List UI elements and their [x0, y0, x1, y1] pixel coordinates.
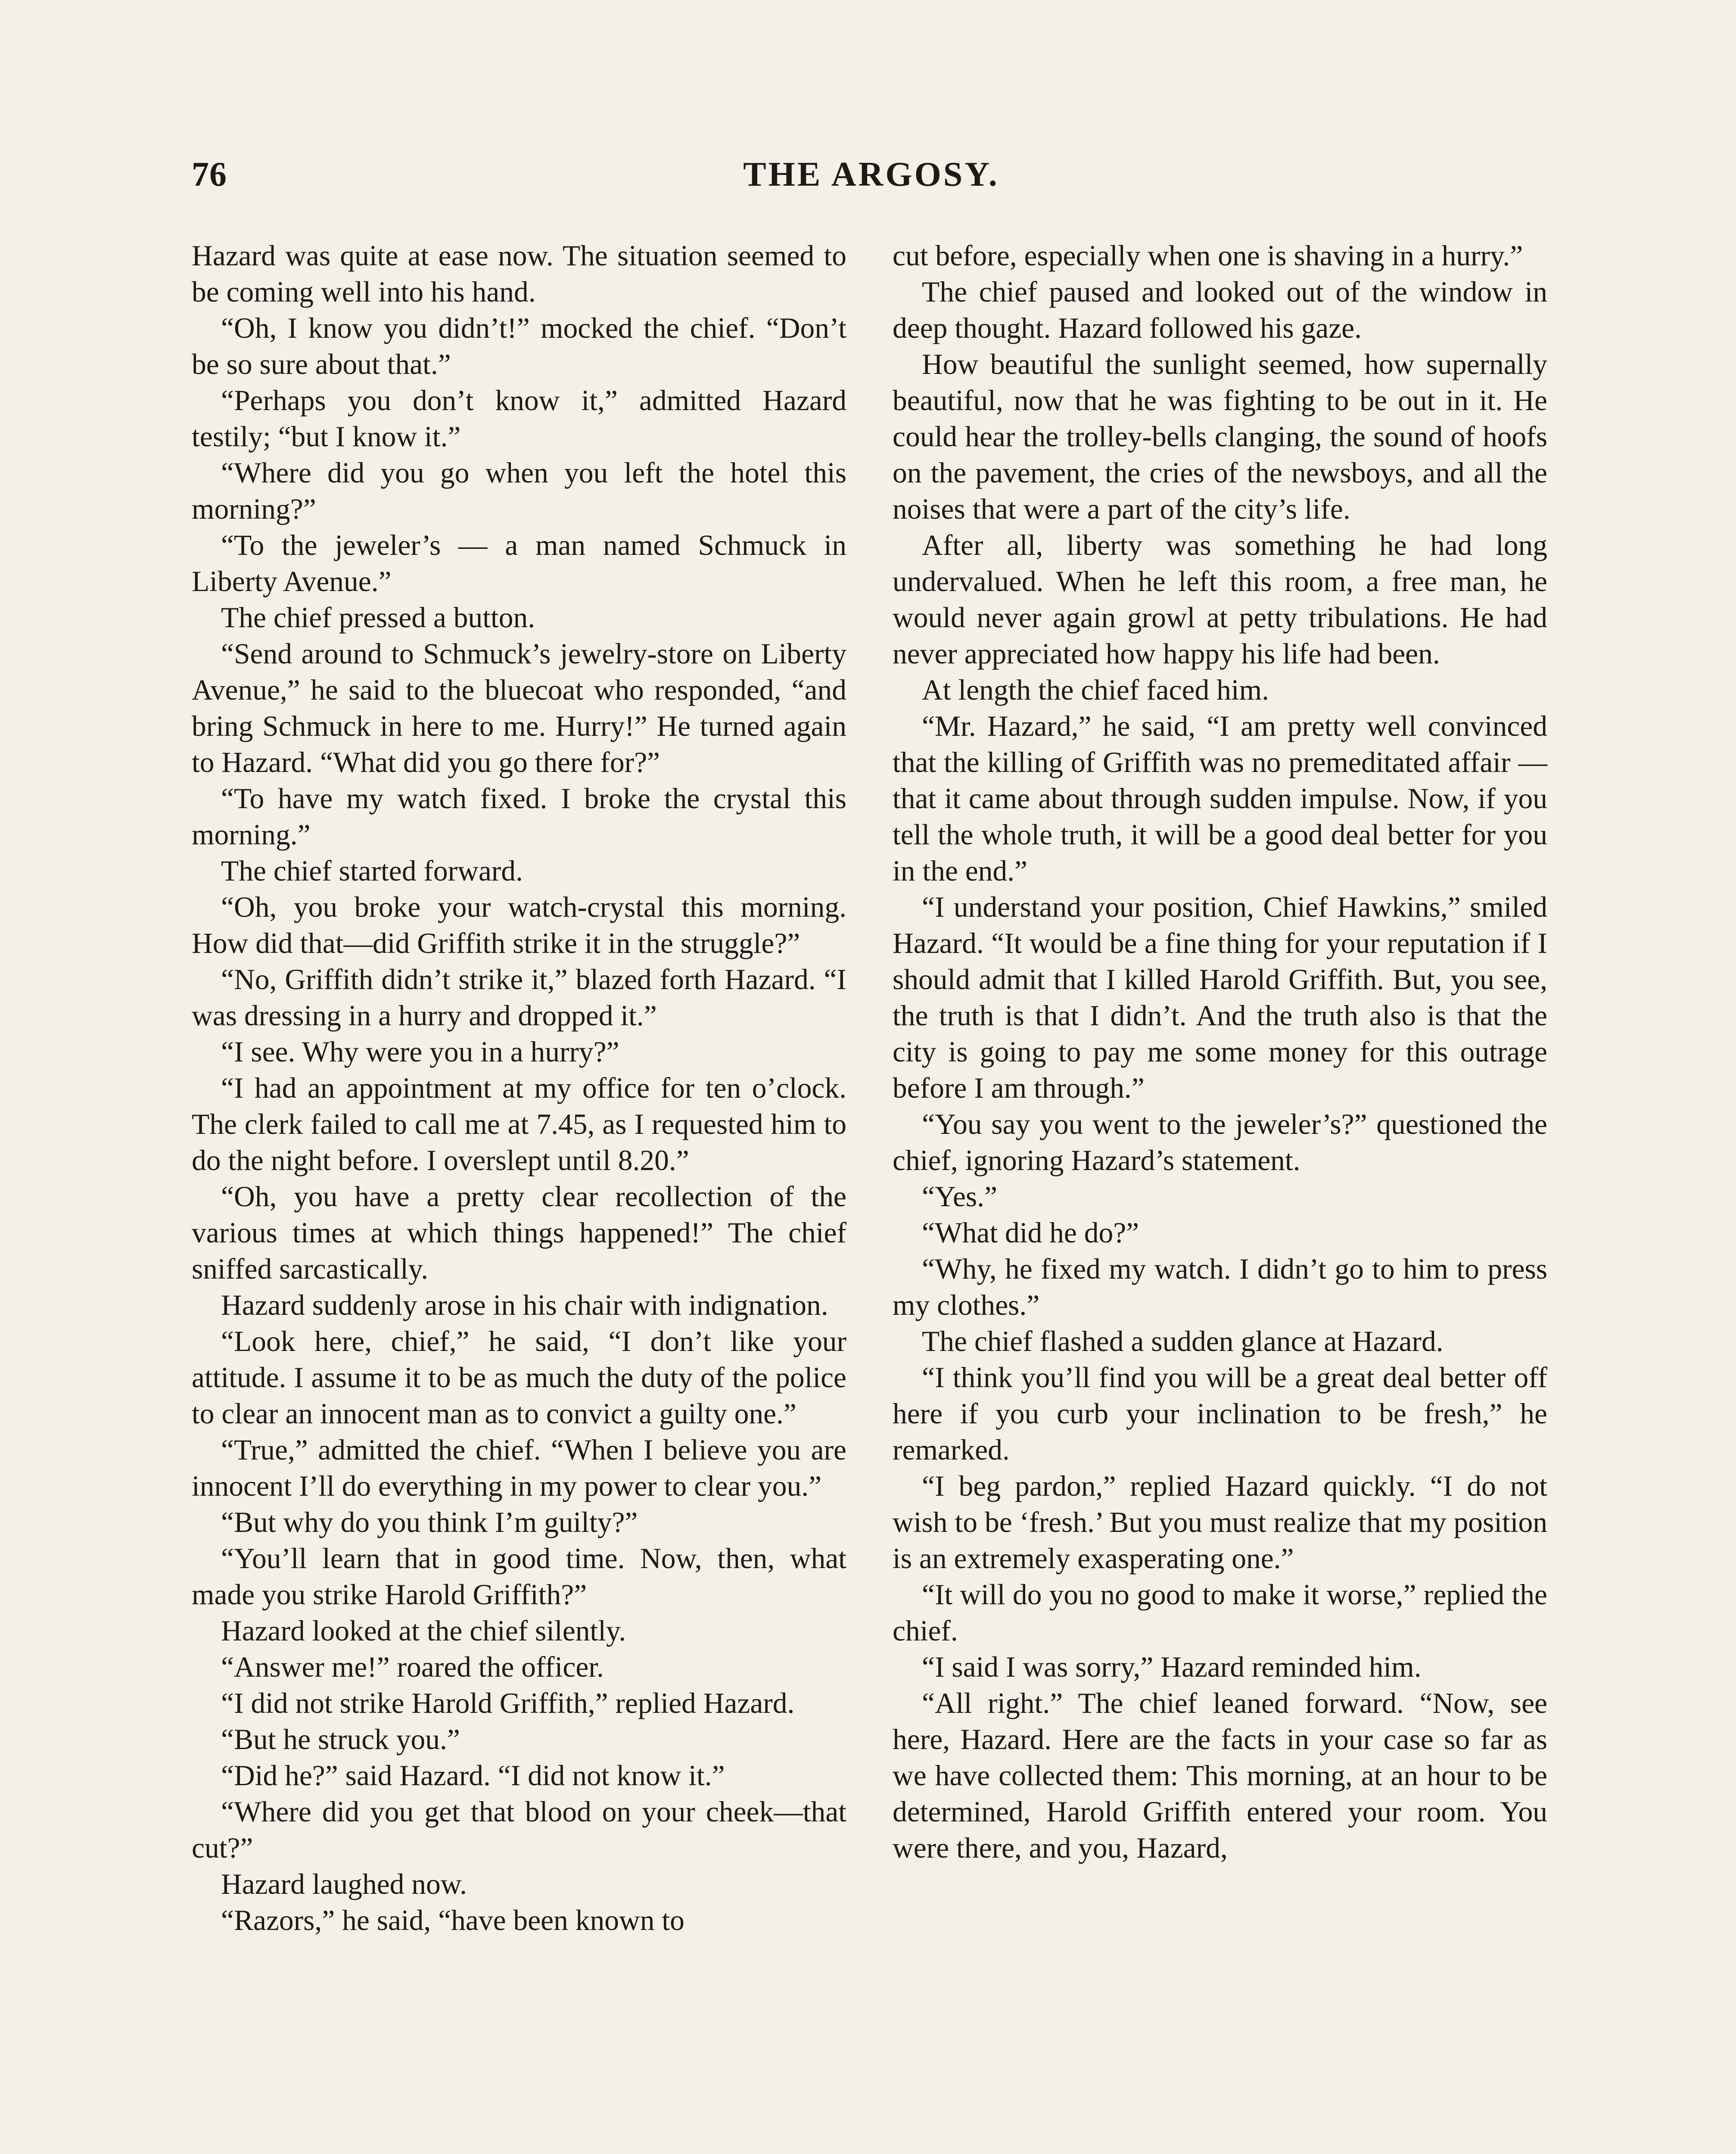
paragraph: “Razors,” he said, “have been known to: [221, 1904, 684, 1936]
page-header: [192, 155, 1551, 211]
paragraph: The chief flashed a sudden glance at Hazard.: [922, 1325, 1444, 1357]
paragraph: “But he struck you.”: [221, 1723, 460, 1756]
paragraph: “I understand your position, Chief Hawkins,” smiled Hazard. “It would be a fine thing for your reputation if I should admit that I killed Harold Griffith. But, you see, the truth is that I didn’t. And the truth also is that the city is going to pay me some money for this outrage before I am through.”: [893, 891, 1547, 1104]
running-title: THE ARGOSY.: [743, 156, 999, 193]
paragraph: “To the jeweler’s — a man named Schmuck in Liberty Avenue.”: [192, 529, 846, 598]
paragraph: After all, liberty was something he had long undervalued. When he left this room, a free man, he would never again growl at petty tribulations. He had never appreciated how happy his life had been.: [893, 529, 1547, 670]
paragraph: “I did not strike Harold Griffith,” replied Hazard.: [221, 1687, 795, 1719]
paragraph: “I think you’ll find you will be a great deal better off here if you curb your inclination to be fresh,” he remarked.: [893, 1361, 1547, 1466]
paragraph: Hazard was quite at ease now. The situation seemed to be coming well into his hand.: [192, 240, 846, 308]
paragraph: “I see. Why were you in a hurry?”: [221, 1036, 619, 1068]
paragraph: “Answer me!” roared the officer.: [221, 1651, 604, 1683]
paragraph: Hazard suddenly arose in his chair with indignation.: [221, 1289, 828, 1321]
paragraph: At length the chief faced him.: [922, 674, 1269, 706]
paragraph: Hazard looked at the chief silently.: [221, 1615, 626, 1647]
paragraph: “You say you went to the jeweler’s?” questioned the chief, ignoring Hazard’s statement.: [893, 1108, 1547, 1177]
paragraph: “Look here, chief,” he said, “I don’t like your attitude. I assume it to be as much the duty of the police to clear an innocent man as to convict a guilty one.”: [192, 1325, 846, 1430]
paragraph: “Mr. Hazard,” he said, “I am pretty well convinced that the killing of Griffith was no premeditated affair — that it came about through sudden impulse. Now, if you tell the whole truth, it will be a good deal better for you in the end.”: [893, 710, 1547, 887]
paragraph: “True,” admitted the chief. “When I believe you are innocent I’ll do everything in my power to clear you.”: [192, 1434, 846, 1502]
paragraph: “All right.” The chief leaned forward. “Now, see here, Hazard. Here are the facts in your case so far as we have collected them: This morning, at an hour to be determined, Harold Griffith entered your room. You were there, and you, Hazard,: [893, 1687, 1547, 1864]
paragraph: How beautiful the sunlight seemed, how supernally beautiful, now that he was fighting to be out in it. He could hear the trolley-bells clanging, the sound of hoofs on the pavement, the cries of the newsboys, and all the noises that were a part of the city’s life.: [893, 348, 1547, 525]
paragraph: “But why do you think I’m guilty?”: [221, 1506, 638, 1538]
paragraph: The chief pressed a button.: [221, 601, 535, 634]
left-column: [192, 238, 846, 1939]
paragraph: “I said I was sorry,” Hazard reminded him.: [922, 1651, 1422, 1683]
paragraph: “Where did you get that blood on your cheek—that cut?”: [192, 1796, 846, 1864]
paragraph: cut before, especially when one is shaving in a hurry.”: [893, 240, 1523, 272]
paragraph: “You’ll learn that in good time. Now, then, what made you strike Harold Griffith?”: [192, 1542, 846, 1611]
paragraph: “Oh, you broke your watch-crystal this morning. How did that—did Griffith strike it in the struggle?”: [192, 891, 846, 959]
paragraph: “I beg pardon,” replied Hazard quickly. “I do not wish to be ‘fresh.’ But you must realize that my position is an extremely exasperating one.”: [893, 1470, 1547, 1575]
paragraph: “To have my watch fixed. I broke the crystal this morning.”: [192, 782, 846, 851]
paragraph: “Why, he fixed my watch. I didn’t go to him to press my clothes.”: [893, 1253, 1547, 1321]
paragraph: “Perhaps you don’t know it,” admitted Hazard testily; “but I know it.”: [192, 384, 846, 453]
paragraph: “Send around to Schmuck’s jewelry-store on Liberty Avenue,” he said to the bluecoat who responded, “and bring Schmuck in here to me. Hurry!” He turned again to Hazard. “What did you go there for?”: [192, 638, 846, 778]
paragraph: “Oh, you have a pretty clear recollection of the various times at which things happened!” The chief sniffed sarcastically.: [192, 1180, 846, 1285]
paragraph: “Yes.”: [922, 1180, 998, 1213]
paragraph: The chief started forward.: [221, 855, 523, 887]
paragraph: “No, Griffith didn’t strike it,” blazed forth Hazard. “I was dressing in a hurry and dropped it.”: [192, 963, 846, 1032]
paragraph: The chief paused and looked out of the window in deep thought. Hazard followed his gaze.: [893, 276, 1547, 344]
paragraph: “Where did you go when you left the hotel this morning?”: [192, 457, 846, 525]
paragraph: “Oh, I know you didn’t!” mocked the chief. “Don’t be so sure about that.”: [192, 312, 846, 380]
paragraph: “Did he?” said Hazard. “I did not know it.”: [221, 1759, 725, 1792]
right-column: [893, 238, 1547, 1866]
paragraph: “I had an appointment at my office for ten o’clock. The clerk failed to call me at 7.45, as I requested him to do the night before. I overslept until 8.20.”: [192, 1072, 846, 1177]
paragraph: “It will do you no good to make it worse,” replied the chief.: [893, 1578, 1547, 1647]
paragraph: “What did he do?”: [922, 1217, 1139, 1249]
paragraph: Hazard laughed now.: [221, 1868, 467, 1900]
page-number: 76: [192, 156, 227, 193]
